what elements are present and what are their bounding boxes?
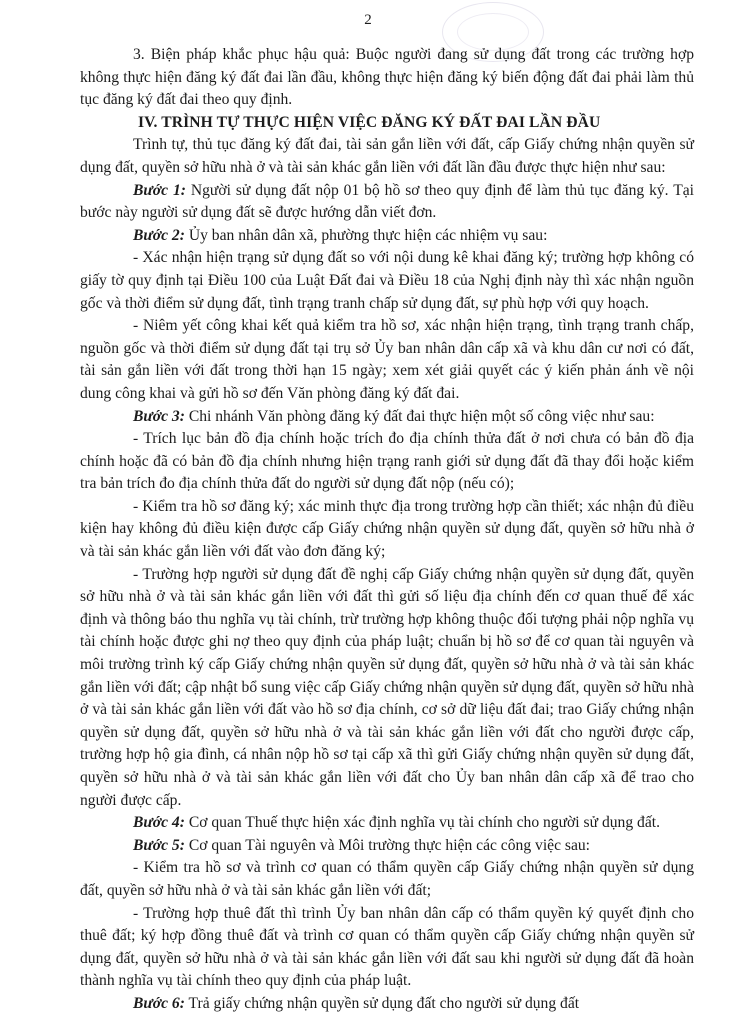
document-body (80, 44, 694, 1016)
page-number: 2 (364, 12, 372, 28)
step-3-item-3: - Trường hợp người sử dụng đất đề nghị cấp Giấy chứng nhận quyền sử dụng đất, quyền sở hữu nhà ở và tài sản khác gắn liền với đất thì gửi số liệu địa chính đến cơ quan thuế để xác định và thông báo thu nghĩa vụ tài chính, trừ trường hợp không thuộc đối tượng phải nộp nghĩa vụ tài chính hoặc được ghi nợ theo quy định của pháp luật; chuẩn bị hồ sơ để cơ quan tài nguyên và môi trường trình ký cấp Giấy chứng nhận quyền sử dụng đất, quyền sở hữu nhà ở và tài sản khác gắn liền với đất; cập nhật bổ sung việc cấp Giấy chứng nhận quyền sử dụng đất, quyền sở hữu nhà ở và tài sản khác gắn liền với đất vào hồ sơ địa chính, cơ sở dữ liệu đất đai; trao Giấy chứng nhận quyền sử dụng đất, quyền sở hữu nhà ở và tài sản khác gắn liền với đất cho người được cấp, trường hợp hộ gia đình, cá nhân nộp hồ sơ tại cấp xã thì gửi Giấy chứng nhận quyền sử dụng đất, quyền sở hữu nhà ở và tài sản khác gắn liền với đất cho Ủy ban nhân dân cấp xã để trao cho người được cấp. (80, 565, 694, 809)
step-2-label: Bước 2: (133, 226, 185, 244)
step-4 (80, 812, 694, 835)
step-2-text: Ủy ban nhân dân xã, phường thực hiện các nhiệm vụ sau: (184, 226, 548, 244)
step-3-item-2: - Kiểm tra hồ sơ đăng ký; xác minh thực địa trong trường hợp cần thiết; xác nhận đủ điều kiện hay không đủ điều kiện được cấp Giấy chứng nhận quyền sử dụng đất, quyền sở hữu nhà ở và tài sản khác gắn liền với đất vào đơn đăng ký; (80, 497, 694, 561)
step-3 (80, 406, 694, 429)
step-6 (80, 993, 694, 1016)
section-heading-iv: IV. TRÌNH TỰ THỰC HIỆN VIỆC ĐĂNG KÝ ĐẤT ĐAI LẦN ĐẦU (138, 113, 601, 131)
step-6-label: Bước 6: (133, 994, 185, 1012)
step-2 (80, 225, 694, 248)
step-5-label: Bước 5: (133, 836, 185, 854)
step-4-label: Bước 4: (133, 814, 185, 832)
step-2-item-1: - Xác nhận hiện trạng sử dụng đất so với nội dung kê khai đăng ký; trường hợp không có giấy tờ quy định tại Điều 100 của Luật Đất đai và Điều 18 của Nghị định này thì xác nhận nguồn gốc và thời điểm sử dụng đất, tình trạng tranh chấp sử dụng đất, sự phù hợp với quy hoạch. (80, 249, 694, 312)
step-5-item-1: - Kiểm tra hồ sơ và trình cơ quan có thẩm quyền cấp Giấy chứng nhận quyền sử dụng đất, quyền sở hữu nhà ở và tài sản khác gắn liền với đất; (80, 859, 694, 899)
step-4-text: Cơ quan Thuế thực hiện xác định nghĩa vụ tài chính cho người sử dụng đất. (184, 814, 660, 832)
step-1-label: Bước 1: (133, 181, 186, 199)
step-1 (80, 180, 694, 225)
step-5-text: Cơ quan Tài nguyên và Môi trường thực hiện các công việc sau: (184, 836, 591, 854)
step-1-text: Người sử dụng đất nộp 01 bộ hồ sơ theo quy định để làm thủ tục đăng ký. Tại bước này người sử dụng đất sẽ được hướng dẫn viết đơn. (80, 181, 694, 222)
paragraph-remedial-measures: 3. Biện pháp khắc phục hậu quả: Buộc người đang sử dụng đất trong các trường hợp không thực hiện đăng ký đất đai lần đầu, không thực hiện đăng ký biến động đất đai phải làm thủ tục đăng ký đất đai theo quy định. (80, 46, 694, 109)
paragraph-intro: Trình tự, thủ tục đăng ký đất đai, tài sản gắn liền với đất, cấp Giấy chứng nhận quyền sử dụng đất, quyền sở hữu nhà ở và tài sản khác gắn liền với đất lần đầu được thực hiện như sau: (80, 136, 694, 176)
step-2-item-2: - Niêm yết công khai kết quả kiểm tra hồ sơ, xác nhận hiện trạng, tình trạng tranh chấp, nguồn gốc và thời điểm sử dụng đất tại trụ sở Ủy ban nhân dân cấp xã và khu dân cư nơi có đất, tài sản gắn liền với đất trong thời hạn 15 ngày; xem xét giải quyết các ý kiến phản ánh về nội dung công khai và gửi hồ sơ đến Văn phòng đăng ký đất đai. (80, 317, 694, 402)
step-5 (80, 835, 694, 858)
step-3-label: Bước 3: (133, 407, 185, 425)
step-6-text: Trả giấy chứng nhận quyền sử dụng đất cho người sử dụng đất (184, 994, 580, 1012)
step-3-item-1: - Trích lục bản đồ địa chính hoặc trích đo địa chính thửa đất ở nơi chưa có bản đồ địa chính hoặc đã có bản đồ địa chính nhưng hiện trạng ranh giới sử dụng đất đã thay đổi hoặc kiểm tra bản trích đo địa chính thửa đất do người sử dụng đất nộp (nếu có); (80, 430, 694, 493)
step-5-item-2: - Trường hợp thuê đất thì trình Ủy ban nhân dân cấp có thẩm quyền ký quyết định cho thuê đất; ký hợp đồng thuê đất và trình cơ quan có thẩm quyền cấp Giấy chứng nhận quyền sử dụng đất, quyền sở hữu nhà ở và tài sản khác gắn liền với đất sau khi người sử dụng đất đã hoàn thành nghĩa vụ tài chính theo quy định của pháp luật. (80, 904, 694, 990)
step-3-text: Chi nhánh Văn phòng đăng ký đất đai thực hiện một số công việc như sau: (184, 407, 655, 425)
